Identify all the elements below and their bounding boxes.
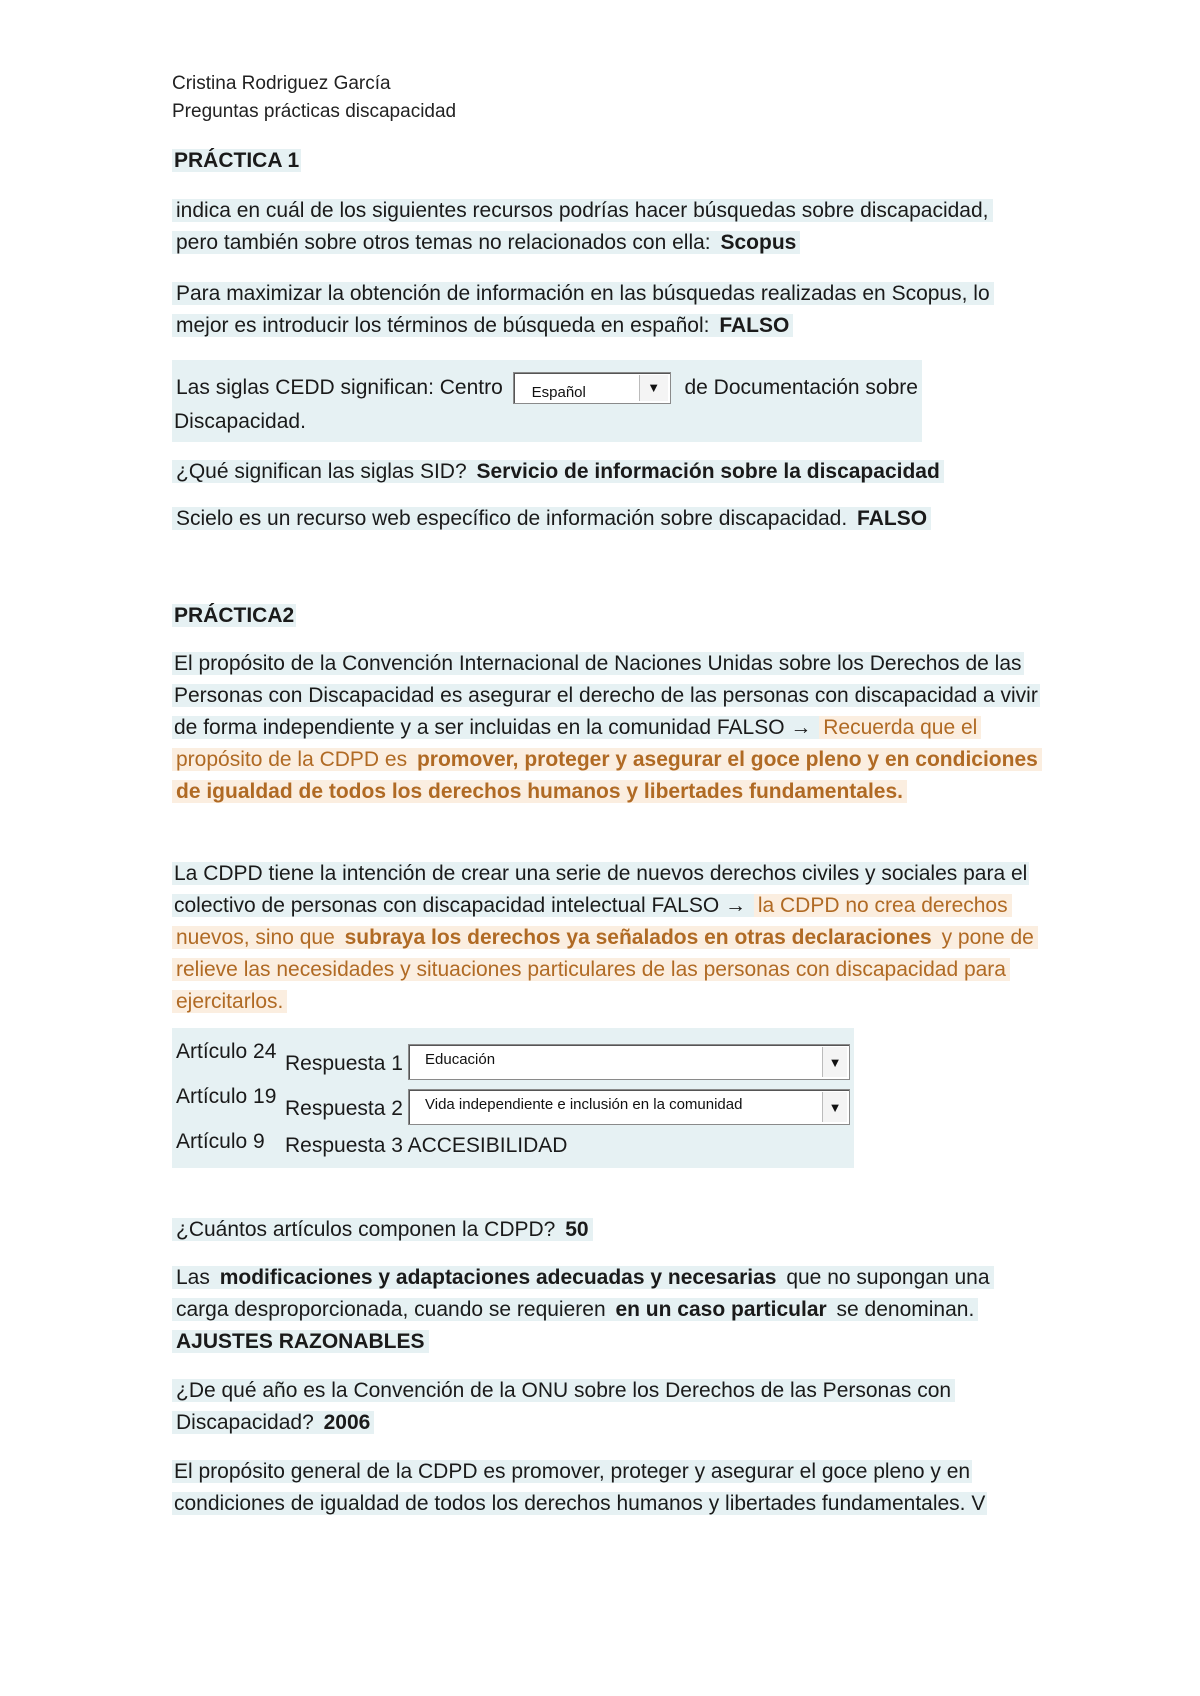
practica1-title: PRÁCTICA 1 (174, 149, 300, 172)
cedd-select[interactable]: Español ▼ (513, 372, 671, 404)
question-ajustes: Las modificaciones y adaptaciones adecuadas y necesarias que no supongan una carga desproporcionada, cuando se requieren en un caso particular se denominan. AJUSTES RAZONABLES (172, 1262, 1032, 1358)
chevron-down-icon: ▼ (639, 375, 668, 401)
statement-final: El propósito general de la CDPD es promover, proteger y asegurar el goce pleno y en condiciones de igualdad de todos los derechos humanos y libertades fundamentales. V (174, 1460, 986, 1515)
question-articles: ¿Cuántos artículos componen la CDPD? 50 (172, 1214, 593, 1246)
article-24-select[interactable]: Educación ▼ (408, 1044, 850, 1080)
chevron-down-icon: ▼ (822, 1092, 847, 1122)
author-name: Cristina Rodriguez García (172, 73, 391, 94)
statement-2: La CDPD tiene la intención de crear una serie de nuevos derechos civiles y sociales para el colectivo de personas con discapacidad intelectual FALSO → la CDPD no crea derechos nuevos, sino que subraya los derechos ya señalados en otras declaraciones y pone de relieve las necesidades y situaciones particulares de las personas con discapacidad para ejercitarlos. (172, 858, 1044, 1018)
practica2-title: PRÁCTICA2 (174, 604, 295, 627)
answer-1: Scopus (720, 231, 797, 254)
correction-note-2: la CDPD no crea derechos nuevos, sino que subraya los derechos ya señalados en otras declaraciones y pone de relieve las necesidades y situaciones particulares de las personas con discapacidad para ejercitarlos. (172, 894, 1038, 1013)
answer-5: FALSO (857, 507, 928, 530)
question-4: ¿Qué significan las siglas SID? Servicio de información sobre la discapacidad (172, 456, 944, 488)
question-5: Scielo es un recurso web específico de información sobre discapacidad. FALSO (172, 503, 931, 535)
correction-note-1: Recuerda que el propósito de la CDPD es promover, proteger y asegurar el goce pleno y en condiciones de igualdad de todos los derechos humanos y libertades fundamentales. (172, 716, 1042, 803)
question-1: indica en cuál de los siguientes recursos podrías hacer búsquedas sobre discapacidad, pero también sobre otros temas no relacionados con ella: Scopus (172, 195, 1022, 259)
article-19-select[interactable]: Vida independiente e inclusión en la comunidad ▼ (408, 1089, 850, 1125)
matching-table: Artículo 24 Respuesta 1 Educación ▼ Artículo 19 Respuesta 2 Vida independiente e inclusión en la comunidad ▼ Artículo 9 Respuesta 3 ACCESIBILIDAD (172, 1028, 854, 1168)
question-year: ¿De qué año es la Convención de la ONU sobre los Derechos de las Personas con Discapacidad? 2006 (172, 1375, 1032, 1439)
document-subject: Preguntas prácticas discapacidad (172, 101, 457, 122)
question-2: Para maximizar la obtención de información en las búsquedas realizadas en Scopus, lo mejor es introducir los términos de búsqueda en español: FALSO (172, 278, 1042, 342)
answer-2: FALSO (719, 314, 790, 337)
statement-1: El propósito de la Convención Internacional de Naciones Unidas sobre los Derechos de las Personas con Discapacidad es asegurar el derecho de las personas con discapacidad a vivir de forma independiente y a ser incluidas en la comunidad FALSO → Recuerda que el propósito de la CDPD es promover, proteger y asegurar el goce pleno y en condiciones de igualdad de todos los derechos humanos y libertades fundamentales. (172, 648, 1044, 808)
answer-4: Servicio de información sobre la discapacidad (476, 460, 940, 483)
chevron-down-icon: ▼ (822, 1047, 847, 1077)
question-3: Las siglas CEDD significan: Centro Español ▼ de Documentación sobre Discapacidad. (172, 360, 922, 442)
answer-ajustes: AJUSTES RAZONABLES (176, 1330, 425, 1353)
